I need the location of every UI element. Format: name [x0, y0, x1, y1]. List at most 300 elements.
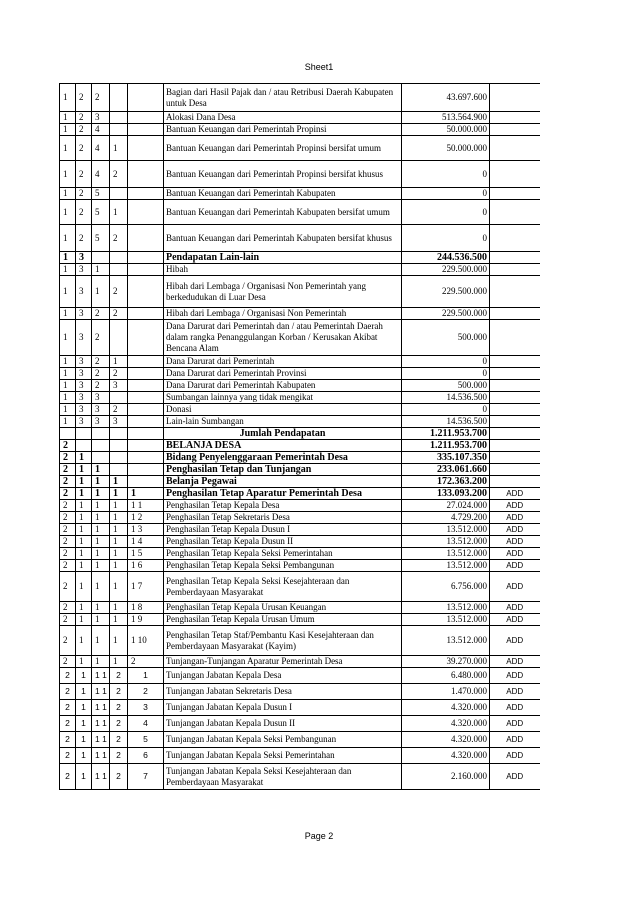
table-row: [60, 264, 540, 276]
amount-cell: 4.729.200: [402, 512, 490, 524]
code-cell: [110, 84, 128, 112]
description-cell: Alokasi Dana Desa: [164, 112, 402, 124]
code-cell: [76, 440, 92, 452]
amount-cell: 13.512.000: [402, 560, 490, 572]
code-cell: 1: [92, 572, 110, 602]
table-body: [60, 84, 540, 790]
code-cell: 1 1: [92, 668, 110, 684]
code-cell: 1: [110, 488, 128, 500]
amount-cell: 4.320.000: [402, 748, 490, 764]
code-cell: 2: [110, 748, 128, 764]
code-cell: 1: [76, 614, 92, 626]
code-cell: 1: [60, 225, 76, 252]
code-cell: 1: [76, 572, 92, 602]
code-cell: [128, 440, 164, 452]
code-cell: 2: [60, 476, 76, 488]
code-cell: 1: [76, 488, 92, 500]
page-number: Page 2: [304, 831, 334, 841]
code-cell: [128, 356, 164, 368]
code-cell: 1: [110, 512, 128, 524]
code-cell: [92, 252, 110, 264]
table-row: [60, 161, 540, 188]
code-cell: 1 1: [92, 764, 110, 790]
code-cell: 1: [110, 536, 128, 548]
description-cell: Donasi: [164, 404, 402, 416]
table-row: [60, 626, 540, 656]
code-cell: 1: [76, 464, 92, 476]
source-cell: ADD: [490, 614, 540, 626]
source-cell: [490, 200, 540, 225]
description-cell: Pendapatan Lain-lain: [164, 252, 402, 264]
amount-cell: 229.500.000: [402, 276, 490, 308]
code-cell: [128, 136, 164, 161]
code-cell: 2: [76, 188, 92, 200]
code-cell: 2: [110, 404, 128, 416]
code-cell: 1: [128, 488, 164, 500]
code-cell: 1: [128, 668, 164, 684]
code-cell: 1: [92, 560, 110, 572]
code-cell: 1: [76, 700, 92, 716]
source-cell: [490, 112, 540, 124]
amount-cell: 0: [402, 404, 490, 416]
description-cell: Tunjangan Jabatan Kepala Seksi Kesejahteraan dan Pemberdayaan Masyarakat: [164, 764, 402, 790]
code-cell: 1: [92, 626, 110, 656]
table-row: [60, 524, 540, 536]
description-cell: Hibah dari Lembaga / Organisasi Non Pemerintah yang berkedudukan di Luar Desa: [164, 276, 402, 308]
code-cell: 1: [60, 416, 76, 428]
table-row: [60, 560, 540, 572]
code-cell: 2: [92, 320, 110, 356]
code-cell: 2: [110, 161, 128, 188]
code-cell: 1: [92, 548, 110, 560]
code-cell: 1 3: [128, 524, 164, 536]
code-cell: 1: [60, 124, 76, 136]
code-cell: 3: [76, 380, 92, 392]
table-row: [60, 416, 540, 428]
table-row: [60, 124, 540, 136]
code-cell: 2: [60, 560, 76, 572]
source-cell: ADD: [490, 548, 540, 560]
code-cell: 4: [92, 124, 110, 136]
code-cell: 2: [92, 308, 110, 320]
code-cell: 3: [110, 416, 128, 428]
code-cell: [110, 464, 128, 476]
code-cell: 1: [110, 572, 128, 602]
source-cell: [490, 320, 540, 356]
code-cell: 1 10: [128, 626, 164, 656]
code-cell: 1 1: [92, 684, 110, 700]
description-cell: Dana Darurat dari Pemerintah dan / atau Pemerintah Daerah dalam rangka Penanggulangan Korban / Kerusakan Akibat Bencana Alam: [164, 320, 402, 356]
code-cell: 1: [76, 764, 92, 790]
code-cell: 1: [60, 84, 76, 112]
description-cell: Tunjangan Jabatan Kepala Dusun II: [164, 716, 402, 732]
code-cell: 3: [76, 392, 92, 404]
source-cell: ADD: [490, 536, 540, 548]
code-cell: 1: [60, 380, 76, 392]
amount-cell: 14.536.500: [402, 416, 490, 428]
code-cell: 2: [60, 488, 76, 500]
table-row: [60, 656, 540, 668]
source-cell: ADD: [490, 626, 540, 656]
amount-cell: 43.697.600: [402, 84, 490, 112]
description-cell: Bantuan Keuangan dari Pemerintah Propinsi bersifat umum: [164, 136, 402, 161]
code-cell: 1: [60, 252, 76, 264]
code-cell: 1 4: [128, 536, 164, 548]
code-cell: 2: [60, 614, 76, 626]
table-row: [60, 536, 540, 548]
description-cell: Dana Darurat dari Pemerintah Provinsi: [164, 368, 402, 380]
code-cell: [128, 404, 164, 416]
code-cell: 3: [76, 356, 92, 368]
source-cell: [490, 264, 540, 276]
code-cell: 1: [92, 602, 110, 614]
code-cell: [92, 452, 110, 464]
code-cell: 2: [60, 716, 76, 732]
source-cell: ADD: [490, 700, 540, 716]
code-cell: 4: [128, 716, 164, 732]
amount-cell: 1.470.000: [402, 684, 490, 700]
description-cell: Penghasilan Tetap Kepala Dusun I: [164, 524, 402, 536]
amount-cell: 50.000.000: [402, 124, 490, 136]
amount-cell: 4.320.000: [402, 700, 490, 716]
code-cell: 1: [110, 626, 128, 656]
source-cell: [490, 356, 540, 368]
code-cell: 1 9: [128, 614, 164, 626]
code-cell: 2: [110, 276, 128, 308]
table-row: [60, 392, 540, 404]
code-cell: 2: [60, 464, 76, 476]
code-cell: 2: [110, 700, 128, 716]
source-cell: [490, 380, 540, 392]
description-cell: Bantuan Keuangan dari Pemerintah Kabupaten bersifat khusus: [164, 225, 402, 252]
code-cell: [128, 276, 164, 308]
amount-cell: 1.211.953.700: [402, 440, 490, 452]
code-cell: 1: [76, 512, 92, 524]
code-cell: 2: [76, 124, 92, 136]
code-cell: 2: [110, 225, 128, 252]
code-cell: 2: [60, 748, 76, 764]
source-cell: [490, 440, 540, 452]
amount-cell: 335.107.350: [402, 452, 490, 464]
code-cell: 1 1: [92, 700, 110, 716]
code-cell: [128, 476, 164, 488]
description-cell: Penghasilan Tetap Kepala Dusun II: [164, 536, 402, 548]
table-row: [60, 464, 540, 476]
source-cell: [490, 428, 540, 440]
code-cell: 3: [92, 416, 110, 428]
table-row: [60, 428, 540, 440]
code-cell: [92, 440, 110, 452]
amount-cell: 0: [402, 356, 490, 368]
code-cell: 1: [60, 320, 76, 356]
code-cell: 3: [128, 700, 164, 716]
code-cell: [110, 452, 128, 464]
code-cell: 1: [76, 536, 92, 548]
description-cell: Bantuan Keuangan dari Pemerintah Kabupaten bersifat umum: [164, 200, 402, 225]
source-cell: ADD: [490, 500, 540, 512]
table-row: [60, 368, 540, 380]
code-cell: 2: [60, 732, 76, 748]
code-cell: 1 1: [92, 748, 110, 764]
code-cell: 1: [110, 356, 128, 368]
code-cell: 2: [60, 602, 76, 614]
code-cell: 2: [128, 656, 164, 668]
amount-cell: 1.211.953.700: [402, 428, 490, 440]
source-cell: [490, 392, 540, 404]
table-row: [60, 500, 540, 512]
source-cell: ADD: [490, 560, 540, 572]
table-row: [60, 572, 540, 602]
description-cell: Tunjangan Jabatan Kepala Dusun I: [164, 700, 402, 716]
code-cell: [128, 464, 164, 476]
table-row: [60, 476, 540, 488]
table-row: [60, 684, 540, 700]
code-cell: 1: [60, 368, 76, 380]
code-cell: 1: [60, 188, 76, 200]
code-cell: 2: [76, 136, 92, 161]
source-cell: [490, 464, 540, 476]
budget-table: [59, 83, 540, 790]
source-cell: ADD: [490, 524, 540, 536]
source-cell: ADD: [490, 656, 540, 668]
code-cell: [128, 308, 164, 320]
code-cell: 2: [60, 626, 76, 656]
source-cell: [490, 84, 540, 112]
description-cell: Tunjangan-Tunjangan Aparatur Pemerintah Desa: [164, 656, 402, 668]
amount-cell: 13.512.000: [402, 626, 490, 656]
code-cell: 2: [60, 452, 76, 464]
code-cell: 3: [110, 380, 128, 392]
table-row: [60, 308, 540, 320]
description-cell: Penghasilan Tetap Kepala Desa: [164, 500, 402, 512]
code-cell: 1: [60, 276, 76, 308]
amount-cell: 4.320.000: [402, 732, 490, 748]
code-cell: 2: [60, 536, 76, 548]
description-cell: Tunjangan Jabatan Kepala Desa: [164, 668, 402, 684]
table-row: [60, 614, 540, 626]
code-cell: 1: [92, 488, 110, 500]
amount-cell: 13.512.000: [402, 548, 490, 560]
code-cell: 1 1: [128, 500, 164, 512]
table-row: [60, 452, 540, 464]
code-cell: 1 2: [128, 512, 164, 524]
code-cell: [128, 200, 164, 225]
code-cell: [110, 392, 128, 404]
description-cell: Bidang Penyelenggaraan Pemerintah Desa: [164, 452, 402, 464]
code-cell: 1: [60, 404, 76, 416]
amount-cell: 500.000: [402, 380, 490, 392]
description-cell: Penghasilan Tetap Kepala Urusan Keuangan: [164, 602, 402, 614]
code-cell: [128, 368, 164, 380]
code-cell: 2: [110, 764, 128, 790]
table-row: [60, 404, 540, 416]
amount-cell: 6.756.000: [402, 572, 490, 602]
amount-cell: 229.500.000: [402, 264, 490, 276]
code-cell: 5: [128, 732, 164, 748]
code-cell: 2: [60, 700, 76, 716]
description-cell: Sumbangan lainnya yang tidak mengikat: [164, 392, 402, 404]
code-cell: [110, 124, 128, 136]
code-cell: 1: [60, 161, 76, 188]
source-cell: ADD: [490, 764, 540, 790]
source-cell: ADD: [490, 572, 540, 602]
table-row: [60, 602, 540, 614]
code-cell: 2: [92, 356, 110, 368]
code-cell: [110, 440, 128, 452]
source-cell: ADD: [490, 668, 540, 684]
code-cell: 1: [110, 500, 128, 512]
code-cell: [128, 161, 164, 188]
source-cell: [490, 252, 540, 264]
table-row: [60, 668, 540, 684]
code-cell: 1 1: [92, 716, 110, 732]
table-row: [60, 764, 540, 790]
table-row: [60, 748, 540, 764]
table-row: [60, 320, 540, 356]
code-cell: 1: [60, 356, 76, 368]
code-cell: 2: [60, 656, 76, 668]
code-cell: 2: [92, 368, 110, 380]
code-cell: 1: [110, 200, 128, 225]
amount-cell: 50.000.000: [402, 136, 490, 161]
code-cell: 3: [76, 308, 92, 320]
code-cell: 1: [76, 500, 92, 512]
amount-cell: 27.024.000: [402, 500, 490, 512]
code-cell: 1 6: [128, 560, 164, 572]
amount-cell: 513.564.900: [402, 112, 490, 124]
code-cell: 2: [76, 84, 92, 112]
description-cell: Penghasilan Tetap Kepala Seksi Kesejahteraan dan Pemberdayaan Masyarakat: [164, 572, 402, 602]
amount-cell: 244.536.500: [402, 252, 490, 264]
code-cell: [128, 264, 164, 276]
table-row: [60, 188, 540, 200]
code-cell: 1: [76, 476, 92, 488]
code-cell: 4: [92, 136, 110, 161]
code-cell: 5: [92, 200, 110, 225]
source-cell: ADD: [490, 488, 540, 500]
table-row: [60, 252, 540, 264]
source-cell: ADD: [490, 602, 540, 614]
source-cell: [490, 276, 540, 308]
description-cell: Tunjangan Jabatan Kepala Seksi Pembangunan: [164, 732, 402, 748]
code-cell: 5: [92, 225, 110, 252]
amount-cell: 2.160.000: [402, 764, 490, 790]
amount-cell: 0: [402, 188, 490, 200]
description-cell: Penghasilan Tetap Kepala Urusan Umum: [164, 614, 402, 626]
source-cell: [490, 476, 540, 488]
code-cell: [128, 225, 164, 252]
table-row: [60, 488, 540, 500]
code-cell: 3: [76, 416, 92, 428]
code-cell: 2: [60, 440, 76, 452]
amount-cell: 0: [402, 161, 490, 188]
source-cell: ADD: [490, 512, 540, 524]
code-cell: [128, 188, 164, 200]
code-cell: 2: [110, 716, 128, 732]
code-cell: 1: [60, 392, 76, 404]
amount-cell: 13.512.000: [402, 602, 490, 614]
code-cell: 1: [92, 512, 110, 524]
description-cell: Hibah: [164, 264, 402, 276]
code-cell: 3: [76, 252, 92, 264]
description-cell: BELANJA DESA: [164, 440, 402, 452]
code-cell: 3: [76, 276, 92, 308]
amount-cell: 0: [402, 225, 490, 252]
code-cell: 1: [92, 524, 110, 536]
amount-cell: 13.512.000: [402, 614, 490, 626]
description-cell: Belanja Pegawai: [164, 476, 402, 488]
source-cell: [490, 416, 540, 428]
table-row: [60, 225, 540, 252]
code-cell: 1: [76, 560, 92, 572]
code-cell: 2: [76, 112, 92, 124]
amount-cell: 0: [402, 200, 490, 225]
description-cell: Penghasilan Tetap dan Tunjangan: [164, 464, 402, 476]
code-cell: 2: [110, 368, 128, 380]
code-cell: 3: [92, 392, 110, 404]
code-cell: [110, 112, 128, 124]
description-cell: Dana Darurat dari Pemerintah Kabupaten: [164, 380, 402, 392]
code-cell: 1: [110, 656, 128, 668]
amount-cell: 13.512.000: [402, 536, 490, 548]
code-cell: [128, 84, 164, 112]
amount-cell: 229.500.000: [402, 308, 490, 320]
code-cell: 1: [76, 548, 92, 560]
code-cell: 2: [128, 684, 164, 700]
code-cell: 1 5: [128, 548, 164, 560]
table-row: [60, 112, 540, 124]
code-cell: 1: [110, 524, 128, 536]
code-cell: [110, 188, 128, 200]
source-cell: ADD: [490, 732, 540, 748]
description-cell: Lain-lain Sumbangan: [164, 416, 402, 428]
description-cell: Penghasilan Tetap Staf/Pembantu Kasi Kesejahteraan dan Pemberdayaan Masyarakat (Kayim): [164, 626, 402, 656]
code-cell: 1: [60, 112, 76, 124]
source-cell: [490, 404, 540, 416]
code-cell: [92, 428, 110, 440]
source-cell: [490, 188, 540, 200]
description-cell: Penghasilan Tetap Kepala Seksi Pemerintahan: [164, 548, 402, 560]
code-cell: 2: [60, 512, 76, 524]
table-row: [60, 136, 540, 161]
amount-cell: 500.000: [402, 320, 490, 356]
source-cell: [490, 136, 540, 161]
description-cell: Bantuan Keuangan dari Pemerintah Propinsi bersifat khusus: [164, 161, 402, 188]
code-cell: 1: [60, 308, 76, 320]
code-cell: [128, 252, 164, 264]
code-cell: 1: [92, 614, 110, 626]
table-row: [60, 276, 540, 308]
code-cell: [128, 380, 164, 392]
code-cell: 7: [128, 764, 164, 790]
code-cell: [128, 416, 164, 428]
amount-cell: 133.093.200: [402, 488, 490, 500]
code-cell: 1 7: [128, 572, 164, 602]
code-cell: [128, 452, 164, 464]
code-cell: [110, 252, 128, 264]
source-cell: [490, 308, 540, 320]
code-cell: 1: [76, 452, 92, 464]
table-row: [60, 716, 540, 732]
code-cell: 1: [92, 464, 110, 476]
code-cell: 2: [110, 684, 128, 700]
code-cell: [60, 428, 76, 440]
code-cell: 1: [60, 264, 76, 276]
code-cell: 1: [76, 656, 92, 668]
description-cell: Tunjangan Jabatan Kepala Seksi Pemerintahan: [164, 748, 402, 764]
description-cell: Jumlah Pendapatan: [164, 428, 402, 440]
code-cell: 1: [76, 732, 92, 748]
